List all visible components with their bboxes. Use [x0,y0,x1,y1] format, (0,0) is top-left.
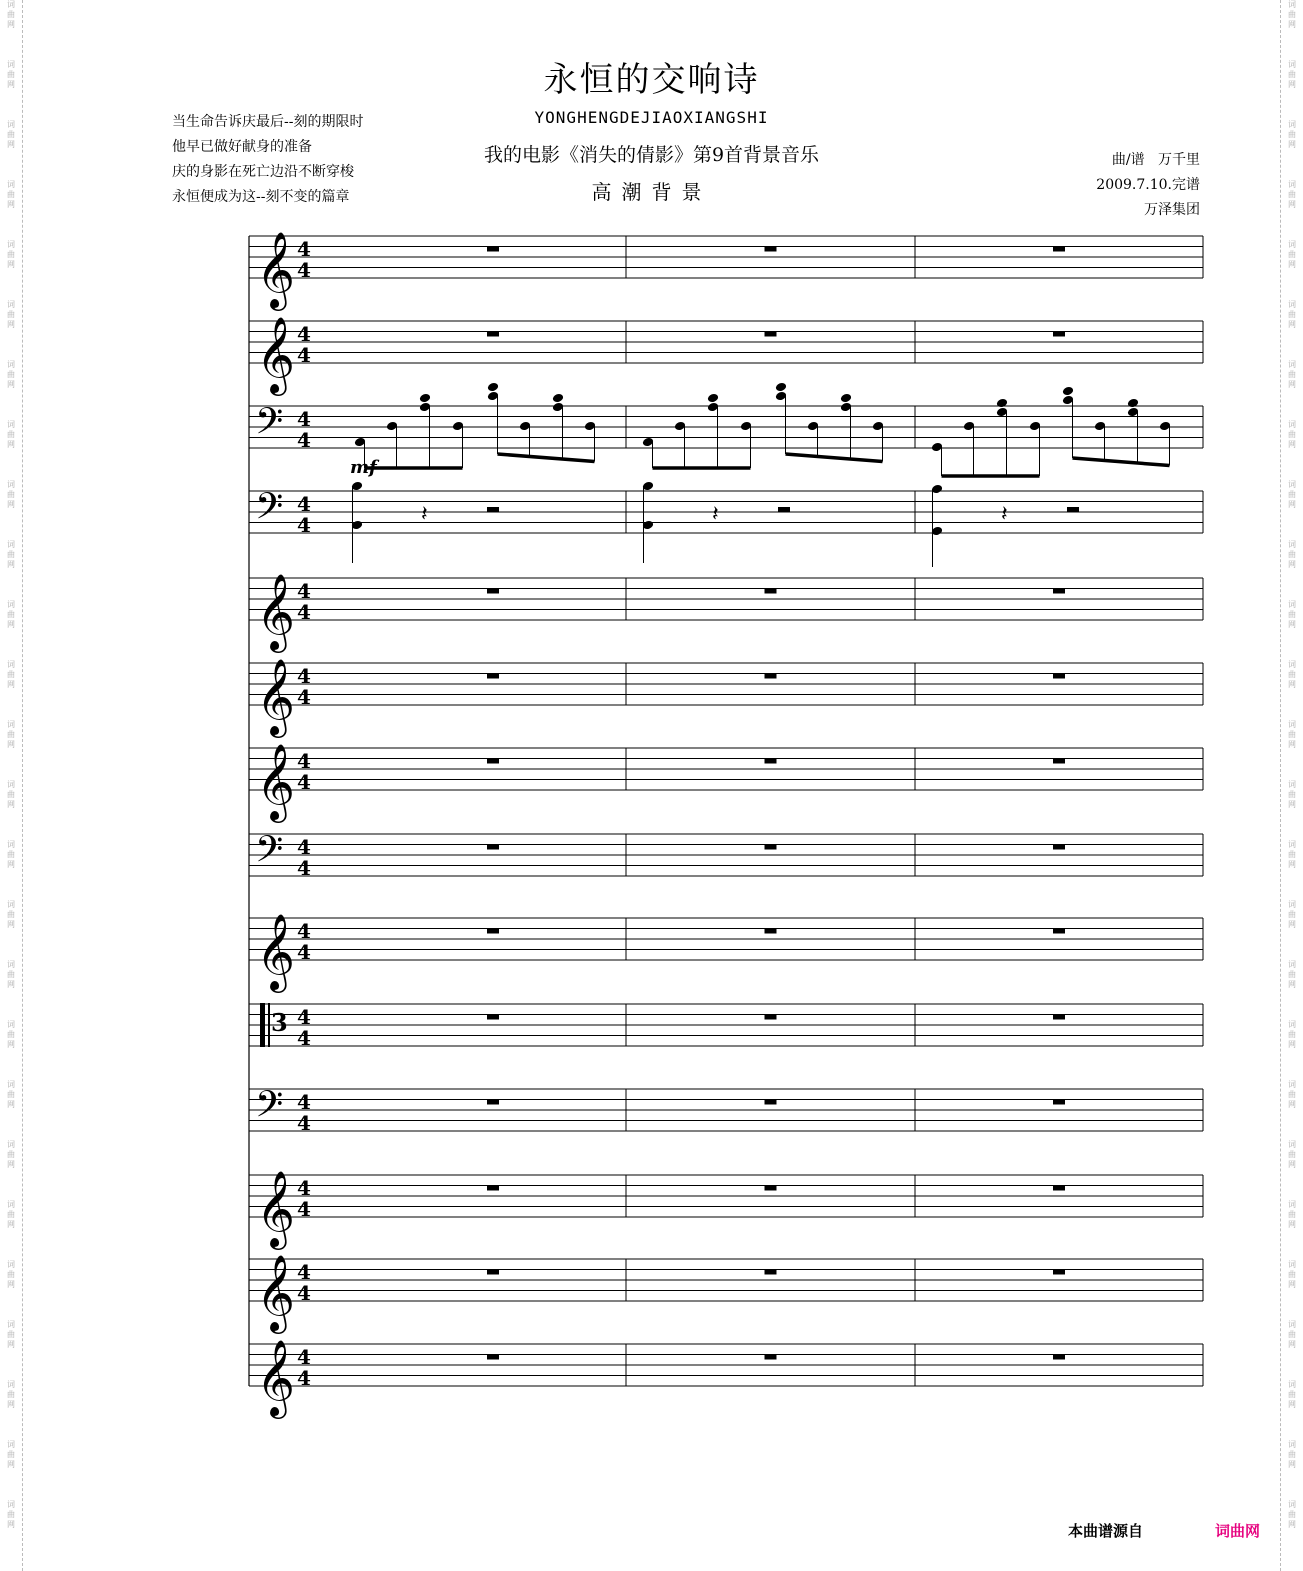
time-signature-denominator: 4 [297,600,311,624]
lyric-line: 他早已做好献身的准备 [172,139,312,155]
side-watermark-mark: 词 曲 网 [7,900,15,929]
whole-rest [1053,759,1065,764]
side-watermark-mark: 词 曲 网 [1288,480,1296,509]
note-head [1062,386,1074,397]
half-rest [778,507,790,512]
treble-clef-icon: 𝄞 [256,658,296,735]
side-watermark-mark: 词 曲 网 [7,0,15,29]
side-watermark-mark: 词 曲 网 [7,480,15,509]
whole-rest [765,1186,777,1191]
whole-rest [487,1270,499,1275]
side-watermark-mark: 词 曲 网 [7,1200,15,1229]
time-signature-denominator: 4 [297,343,311,367]
treble-clef-icon: 𝄞 [256,913,296,990]
side-watermark-mark: 词 曲 网 [1288,540,1296,569]
time-signature-numerator: 4 [297,1345,311,1369]
score-subtitle: YONGHENGDEJIAOXIANGSHI [534,108,769,127]
note-beam [498,454,595,462]
time-signature-denominator: 4 [297,856,311,880]
side-watermark-mark: 词 曲 网 [7,300,15,329]
film-line: 我的电影《消失的倩影》第9首背景音乐 [483,144,820,166]
side-watermark-mark: 词 曲 网 [1288,1200,1296,1229]
side-watermark-mark: 词 曲 网 [1288,960,1296,989]
time-signature-denominator: 4 [297,685,311,709]
time-signature-numerator: 4 [297,1090,311,1114]
time-signature-denominator: 4 [297,513,311,537]
bass-clef-icon: 𝄢 [255,828,284,880]
treble-clef-icon: 𝄞 [256,1254,296,1331]
whole-rest [1053,247,1065,252]
whole-rest [1053,1186,1065,1191]
whole-rest [765,1100,777,1105]
whole-rest [487,1100,499,1105]
bass-clef-icon: 𝄢 [255,1083,284,1135]
side-watermark-mark: 词 曲 网 [1288,1140,1296,1169]
side-watermark-mark: 词 曲 网 [7,1440,15,1469]
whole-rest [487,1186,499,1191]
side-watermark-mark: 词 曲 网 [7,600,15,629]
side-watermark-mark: 词 曲 网 [1288,840,1296,869]
side-watermark-mark: 词 曲 网 [7,780,15,809]
whole-rest [765,1015,777,1020]
time-signature-denominator: 4 [297,940,311,964]
bass-clef-icon: 𝄢 [255,485,284,537]
side-watermark-mark: 词 曲 网 [1288,600,1296,629]
side-watermark-mark: 词 曲 网 [1288,1320,1296,1349]
whole-rest [765,332,777,337]
time-signature-denominator: 4 [297,258,311,282]
lyric-line: 永恒便成为这--刻不变的篇章 [172,189,350,205]
whole-rest [765,1355,777,1360]
whole-rest [1053,1015,1065,1020]
note-head [1127,398,1139,409]
alto-clef-icon: 3 [271,1008,288,1037]
lyric-line: 庆的身影在死亡边沿不断穿梭 [172,164,354,180]
side-watermark-mark: 词 曲 网 [7,240,15,269]
side-watermark-mark: 词 曲 网 [7,720,15,749]
time-signature-numerator: 4 [297,579,311,603]
whole-rest [1053,674,1065,679]
whole-rest [487,332,499,337]
side-watermark-mark: 词 曲 网 [1288,0,1296,29]
time-signature-numerator: 4 [297,322,311,346]
side-watermark-mark: 词 曲 网 [1288,180,1296,209]
completion-date: 2009.7.10.完谱 [1096,177,1200,193]
side-watermark-mark: 词 曲 网 [1288,720,1296,749]
side-watermark-mark: 词 曲 网 [1288,660,1296,689]
alto-clef-icon [260,1003,265,1047]
side-watermark-mark: 词 曲 网 [7,1260,15,1289]
composer-credit: 曲/谱 万千里 [1111,152,1200,168]
side-watermark-mark: 词 曲 网 [1288,1020,1296,1049]
whole-rest [1053,1270,1065,1275]
side-watermark-mark: 词 曲 网 [7,1020,15,1049]
whole-rest [487,589,499,594]
note-head [840,393,852,404]
whole-rest [1053,1355,1065,1360]
side-watermark-mark: 词 曲 网 [1288,1260,1296,1289]
side-watermark-mark: 词 曲 网 [7,1380,15,1409]
whole-rest [1053,929,1065,934]
whole-rest [1053,589,1065,594]
side-watermark-mark: 词 曲 网 [1288,900,1296,929]
time-signature-numerator: 4 [297,407,311,431]
time-signature-numerator: 4 [297,492,311,516]
alto-clef-icon [268,1003,270,1047]
side-watermark-mark: 词 曲 网 [7,840,15,869]
time-signature-denominator: 4 [297,1281,311,1305]
side-watermark-mark: 词 曲 网 [1288,420,1296,449]
whole-rest [487,1015,499,1020]
whole-rest [487,1355,499,1360]
side-watermark-mark: 词 曲 网 [1288,120,1296,149]
time-signature-denominator: 4 [297,770,311,794]
time-signature-numerator: 4 [297,835,311,859]
side-watermark-mark: 词 曲 网 [7,1140,15,1169]
side-watermark-mark: 词 曲 网 [7,1500,15,1529]
side-watermark-mark: 词 曲 网 [7,60,15,89]
whole-rest [1053,845,1065,850]
quarter-rest: 𝄽 [712,502,719,527]
bass-clef-icon: 𝄢 [255,400,284,452]
whole-rest [765,589,777,594]
whole-rest [487,674,499,679]
side-watermark-mark: 词 曲 网 [1288,1380,1296,1409]
half-rest [1067,507,1079,512]
side-watermark-mark: 词 曲 网 [7,540,15,569]
side-watermark-mark: 词 曲 网 [7,660,15,689]
quarter-rest: 𝄽 [1001,502,1008,527]
treble-clef-icon: 𝄞 [256,316,296,393]
note-head [707,393,719,404]
whole-rest [1053,1100,1065,1105]
time-signature-numerator: 4 [297,1176,311,1200]
time-signature-numerator: 4 [297,919,311,943]
treble-clef-icon: 𝄞 [256,1339,296,1416]
time-signature-denominator: 4 [297,1026,311,1050]
footer-source-label: 本曲谱源自 [1068,1522,1144,1540]
whole-rest [487,845,499,850]
lyric-line: 当生命告诉庆最后--刻的期限时 [172,114,364,130]
time-signature-numerator: 4 [297,1005,311,1029]
note-head [419,393,431,404]
side-watermark-mark: 词 曲 网 [1288,1500,1296,1529]
side-watermark-mark: 词 曲 网 [7,960,15,989]
note-head [996,398,1008,409]
time-signature-denominator: 4 [297,1197,311,1221]
publisher: 万泽集团 [1144,202,1200,218]
whole-rest [487,759,499,764]
whole-rest [765,674,777,679]
treble-clef-icon: 𝄞 [256,231,296,308]
side-watermark-mark: 词 曲 网 [1288,1440,1296,1469]
side-watermark-mark: 词 曲 网 [7,420,15,449]
side-watermark-mark: 词 曲 网 [7,180,15,209]
side-watermark-mark: 词 曲 网 [1288,780,1296,809]
whole-rest [1053,332,1065,337]
quarter-rest: 𝄽 [421,502,428,527]
whole-rest [765,247,777,252]
time-signature-numerator: 4 [297,1260,311,1284]
whole-rest [765,845,777,850]
side-watermark-mark: 词 曲 网 [7,1320,15,1349]
footer-site-link[interactable]: 词曲网 [1215,1522,1261,1540]
whole-rest [487,929,499,934]
note-head [487,382,499,393]
time-signature-numerator: 4 [297,749,311,773]
dynamic-marking: mf [350,457,377,478]
whole-rest [765,1270,777,1275]
side-watermark-mark: 词 曲 网 [1288,60,1296,89]
section-title: 高潮背景 [591,180,712,204]
time-signature-numerator: 4 [297,237,311,261]
whole-rest [765,759,777,764]
treble-clef-icon: 𝄞 [256,1170,296,1247]
time-signature-numerator: 4 [297,664,311,688]
treble-clef-icon: 𝄞 [256,573,296,650]
note-head [552,393,564,404]
whole-rest [765,929,777,934]
time-signature-denominator: 4 [297,428,311,452]
side-watermark-mark: 词 曲 网 [7,360,15,389]
side-watermark-mark: 词 曲 网 [7,1080,15,1109]
side-watermark-mark: 词 曲 网 [7,120,15,149]
score-title: 永恒的交响诗 [543,60,760,100]
time-signature-denominator: 4 [297,1111,311,1135]
note-beam [786,454,883,462]
treble-clef-icon: 𝄞 [256,743,296,820]
note-head [775,382,787,393]
half-rest [487,507,499,512]
note-beam [1073,458,1170,466]
side-watermark-mark: 词 曲 网 [1288,360,1296,389]
time-signature-denominator: 4 [297,1366,311,1390]
side-watermark-mark: 词 曲 网 [1288,1080,1296,1109]
whole-rest [487,247,499,252]
side-watermark-mark: 词 曲 网 [1288,240,1296,269]
side-watermark-mark: 词 曲 网 [1288,300,1296,329]
